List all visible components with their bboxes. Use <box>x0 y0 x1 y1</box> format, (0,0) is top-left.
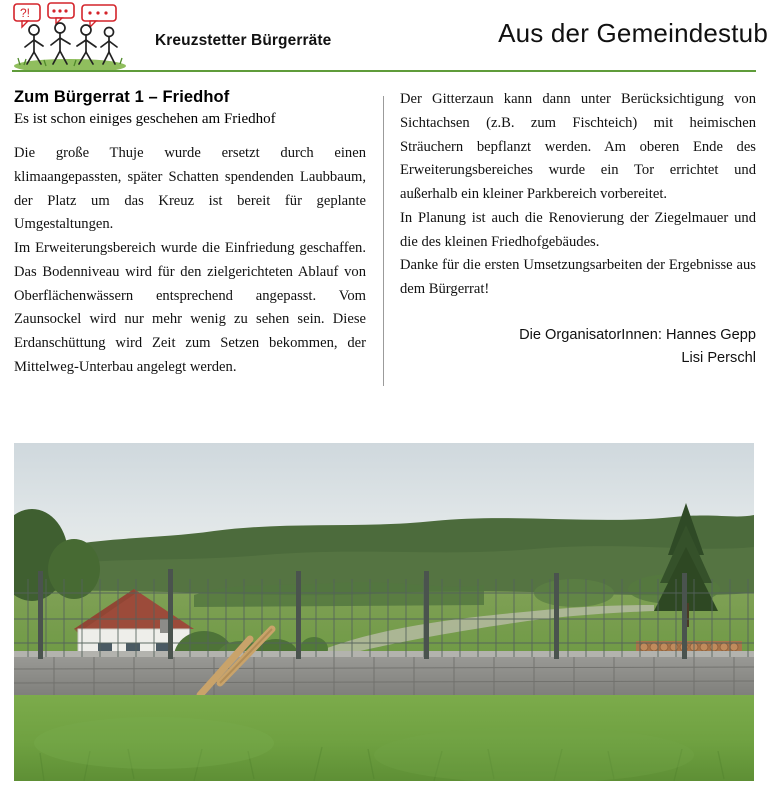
photo-artwork <box>14 443 754 781</box>
right-paragraph-2: In Planung ist auch die Renovierung der Ziegelmauer und die des kleinen Friedhofgebäudes. <box>400 209 756 250</box>
signature-block <box>400 324 756 369</box>
right-paragraph-3: Danke für die ersten Umsetzungsarbeiten der Ergebnisse aus dem Bürgerrat! <box>400 257 756 298</box>
column-divider <box>383 96 384 386</box>
cemetery-extension-photo <box>14 443 754 781</box>
header-divider-rule <box>12 70 756 72</box>
signature-line-1: Die OrganisatorInnen: Hannes Gepp <box>519 327 756 344</box>
right-column <box>400 88 756 369</box>
concrete-block-wall <box>14 651 754 697</box>
left-paragraph-2: Im Erweiterungsbereich wurde die Einfriedung geschaffen. Das Bodenniveau wird für den zielgerichteten Ablauf von Oberflächenwässern entsprechend angepasst. Vom Zaunsockel wird nur mehr wenig zu sehen sein. Diese Erdanschüttung wird Zeit zum Setzen bekommen, der Mittelweg-Unterbau angelegt werden. <box>14 240 366 376</box>
left-paragraph-1: Die große Thuje wurde ersetzt durch einen klimaangepassten, später Schatten spendenden Laubbaum, der Platz um das Kreuz ist bereit für geplante Umgestaltungen. <box>14 145 366 233</box>
article-body <box>0 88 768 408</box>
svg-text:?!: ?! <box>20 6 31 20</box>
article-subheadline: Es ist schon einiges geschehen am Friedhof <box>14 111 276 127</box>
page-header <box>0 0 768 78</box>
signature-line-2: Lisi Perschl <box>681 349 756 366</box>
header-left-title: Kreuzstetter Bürgerräte <box>155 32 332 49</box>
article-headline: Zum Bürgerrat 1 – Friedhof <box>14 88 230 106</box>
header-right-title: Aus der Gemeindestub <box>498 18 768 48</box>
right-paragraph-1: Der Gitterzaun kann dann unter Berücksichtigung von Sichtachsen (z.B. zum Fischteich) mit heimischen Sträuchern bepflanzt werden. Am oberen Ende des Erweiterungsbereiches wurde ein Tor errichtet und außerhalb ein kleiner Parkbereich vorbereitet. <box>400 91 756 203</box>
stick-figures-logo <box>10 2 138 72</box>
left-column <box>14 88 366 380</box>
